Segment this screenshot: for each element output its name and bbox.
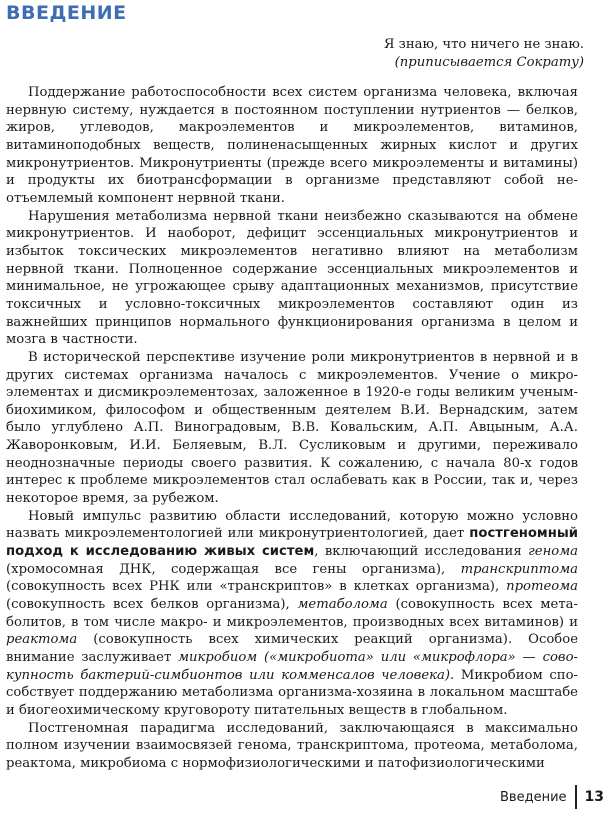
paragraph: Поддержание работоспособности всех систем организма человека, включая нервную систему, нуждается в постоянном поступлении нутриентов — белков, жиров, углеводов, макроэлементов и микроэлементов, витаминов, витаминоподобных веществ, полиненасыщенных жирных кислот и других микронутриентов. Микронутриенты (прежде всего микроэлементы и витамины) и продукты их биотрансформации в организме представляют собой неотъемлемый компонент нервной ткани. — [6, 85, 578, 206]
epigraph-quote: Я знаю, что ничего не знаю. — [383, 37, 584, 52]
paragraph: Постгеномная парадигма исследований, заключающаяся в максимально полном изучении взаимосвязей генома, транскриптома, протеома, метаболома, реактома, микробиома с нормофизиологическими и патофизиологическими — [6, 720, 578, 771]
epigraph — [384, 36, 584, 72]
footer-section-label: Введение — [500, 789, 567, 805]
page-number: 13 — [584, 789, 604, 805]
footer-divider — [575, 785, 577, 809]
page-footer — [500, 785, 604, 809]
chapter-heading: ВВЕДЕНИЕ — [6, 2, 127, 24]
paragraph: В исторической перспективе изучение роли микронутриентов в нервной и в других системах организма началось с микроэлементов. Учение о микроэлементах и дисмикроэлементозах, заложенное в 1920-е годы великим ученым-биохимиком, философом и общественным деятелем В.И. Вернадским, затем было углублено А.П. Виноградовым, В.В. Ковальским, А.П. Авцыным, А.А. Жаворонковым, И.И. Беляевым, В.Л. Сусликовым и другими, переживало неоднозначные периоды своего развития. К сожалению, с начала 80-х годов интерес к проблеме микроэлементов стал ослабевать как в России, так и, через некоторое время, за рубежом. — [6, 349, 578, 507]
paragraph: Нарушения метаболизма нервной ткани неизбежно сказываются на обмене микронутриентов. И наоборот, дефицит эссенциальных микронутриентов и избыток токсических микроэлементов негативно влияют на метаболизм нервной ткани. Полноценное содержание эссенциальных микроэлементов и минимальное, не угрожающее срыву адаптационных механизмов, присутствие токсичных и условно-токсичных микроэлементов составляют один из важнейших принципов нормального функционирования организма в целом и мозга в частности. — [6, 208, 578, 348]
body-text — [6, 84, 578, 773]
paragraph: Новый импульс развитию области исследований, которую можно условно назвать микроэлементологией или микронутриентологией, дает постгеномный подход к исследованию живых систем, включающий исследования генома (хромосомная ДНК, содержащая все гены организма), транскриптома (совокупность всех РНК или «транскриптов» в клетках организма), протеома (совокупность всех белков организма), метаболома (совокупность всех метаболитов, в том числе макро- и микроэлементов, производных всех витаминов) и реактома (совокупность всех химических реакций организма). Особое внимание заслуживает микробиом («микробиота» или «микрофлора» — совокупность бактерий-симбионтов или комменсалов человека). Микробиом способствует поддержанию метаболизма организма-хозяина в локальном масштабе и биогеохимическому круговороту питательных веществ в глобальном. — [6, 508, 578, 718]
epigraph-source: (приписывается Сократу) — [394, 55, 584, 70]
